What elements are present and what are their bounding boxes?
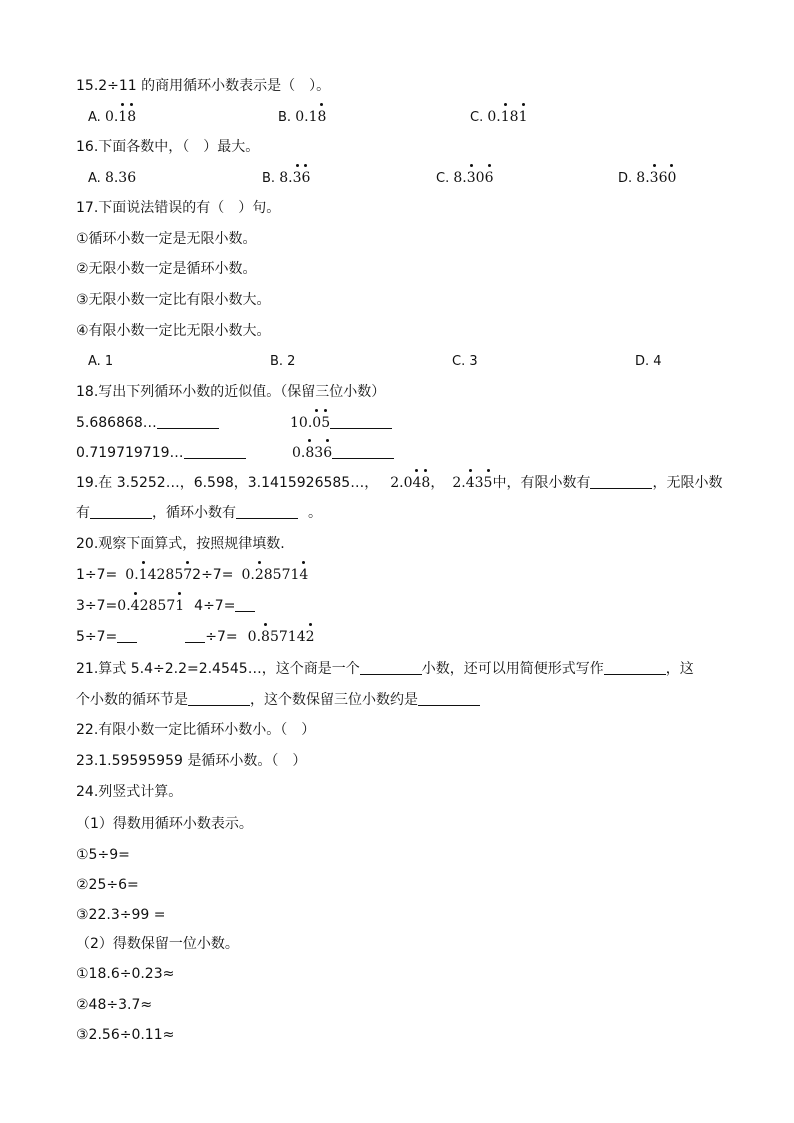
answer-blank[interactable] <box>235 597 255 612</box>
repeating-digit-dotted: 0 <box>667 170 677 186</box>
q17-option-d: D. 4 <box>635 354 662 369</box>
repeating-decimal <box>125 567 192 583</box>
q15-option-c: C. 0.181 <box>470 109 528 125</box>
answer-blank[interactable] <box>90 504 152 519</box>
q18-item-4 <box>292 443 394 463</box>
q20-stem: 20.观察下面算式，按照规律填数. <box>76 536 285 552</box>
repeating-digit-dotted: 7 <box>183 567 193 583</box>
decimal-digit: 1 <box>290 567 300 583</box>
repeating-digit-dotted: 6 <box>484 170 494 186</box>
answer-blank[interactable] <box>590 474 652 489</box>
q24-part2-item-1: ①18.6÷0.23≈ <box>76 966 175 982</box>
decimal-digit: 6 <box>658 170 668 186</box>
decimal-integer-part: 10. <box>290 415 313 431</box>
q16-option-d: D. 8.360 <box>618 170 677 186</box>
repeating-digit-dotted: 2 <box>254 567 264 583</box>
repeating-digit-dotted: 1 <box>175 598 185 614</box>
decimal-digit: 4 <box>147 567 157 583</box>
repeating-digit-dotted: 8 <box>261 629 270 645</box>
repeating-digit-dotted: 5 <box>483 475 493 491</box>
repeating-digit-dotted: 8 <box>127 109 137 125</box>
answer-blank[interactable] <box>236 504 298 519</box>
q16-option-c: C. 8.306 <box>436 170 494 186</box>
q24-part1-item-2: ②25÷6= <box>76 877 139 893</box>
repeating-decimal <box>105 170 136 186</box>
decimal-digit: 3 <box>118 170 128 186</box>
decimal-digit: 0 <box>475 170 485 186</box>
q22-stem: 22.有限小数一定比循环小数小。（ ） <box>76 722 316 738</box>
decimal-integer-part: 2. <box>452 475 466 491</box>
repeating-decimal <box>292 445 332 461</box>
q16-option-b: B. 8.36 <box>262 170 311 186</box>
decimal-digit: 7 <box>166 598 176 614</box>
q20-row-3: 5÷7= ÷7= 0.857142 <box>76 629 315 645</box>
decimal-digit: 5 <box>269 629 279 645</box>
decimal-integer-part: 8. <box>279 170 293 186</box>
decimal-integer-part: 0. <box>247 629 262 645</box>
decimal-digit: 3 <box>474 475 484 491</box>
repeating-digit-dotted: 6 <box>323 445 333 461</box>
q17-stem: 17.下面说法错误的有（ ）句。 <box>76 200 281 216</box>
q24-part2-item-2: ②48÷3.7≈ <box>76 997 153 1013</box>
decimal-digit: 8 <box>148 598 158 614</box>
q18-item-3: 0.719719719… <box>76 443 246 463</box>
repeating-decimal <box>117 598 184 614</box>
repeating-decimal <box>241 567 308 583</box>
decimal-integer-part: 0. <box>104 109 119 125</box>
repeating-decimal <box>453 170 493 186</box>
q20-row-1: 1÷7= 0.1428572÷7= 0.285714 <box>76 567 309 583</box>
q24-part-1: （1）得数用循环小数表示。 <box>76 816 253 832</box>
repeating-decimal <box>105 109 136 125</box>
q24-part2-item-3: ③2.56÷0.11≈ <box>76 1027 175 1043</box>
repeating-digit-dotted: 1 <box>118 109 128 125</box>
q17-option-c: C. 3 <box>452 354 478 369</box>
repeating-decimal <box>636 170 676 186</box>
q24-stem: 24.列竖式计算。 <box>76 784 183 800</box>
repeating-digit-dotted: 8 <box>317 109 327 125</box>
repeating-digit-dotted: 8 <box>305 445 315 461</box>
decimal-digit: 6 <box>127 170 137 186</box>
answer-blank[interactable] <box>184 444 246 459</box>
repeating-digit-dotted: 4 <box>130 598 140 614</box>
decimal-digit: 7 <box>278 629 288 645</box>
decimal-digit: 5 <box>174 567 184 583</box>
q20-row-2: 3÷7=0.428571 4÷7= <box>76 596 255 616</box>
decimal-digit: 8 <box>263 567 273 583</box>
q17-statement-3: ③无限小数一定比有限小数大。 <box>76 292 271 308</box>
q21-line-1: 21.算式 5.4÷2.2=2.4545…，这个商是一个 小数，还可以用简便形式写作 ，这 <box>76 661 694 677</box>
decimal-digit: 1 <box>287 629 297 645</box>
repeating-decimal <box>295 109 326 125</box>
q24-part1-item-3: ③22.3÷99 = <box>76 907 166 923</box>
decimal-digit: 8 <box>165 567 175 583</box>
q17-statement-2: ②无限小数一定是循环小数。 <box>76 261 257 277</box>
repeating-digit-dotted: 3 <box>292 170 302 186</box>
repeating-digit-dotted: 3 <box>466 170 476 186</box>
decimal-digit: 2 <box>139 598 149 614</box>
answer-blank[interactable] <box>360 660 422 675</box>
q17-option-b: B. 2 <box>270 354 296 369</box>
q19-line-2: 有 ，循环小数有 。 <box>76 505 322 521</box>
decimal-integer-part: 8. <box>453 170 467 186</box>
answer-blank[interactable] <box>157 414 219 429</box>
repeating-decimal <box>452 475 492 491</box>
answer-blank[interactable] <box>188 691 250 706</box>
repeating-decimal <box>279 170 310 186</box>
q16-stem: 16.下面各数中，（ ）最大。 <box>76 139 260 155</box>
q23-stem: 23.1.59595959 是循环小数。（ ） <box>76 753 307 769</box>
decimal-integer-part: 2. <box>390 475 404 491</box>
q24-part-2: （2）得数保留一位小数。 <box>76 936 239 952</box>
q17-statement-1: ①循环小数一定是无限小数。 <box>76 231 257 247</box>
decimal-digit: 7 <box>281 567 291 583</box>
q24-part1-item-1: ①5÷9= <box>76 847 130 863</box>
decimal-integer-part: 0. <box>487 109 501 125</box>
decimal-integer-part: 8. <box>636 170 650 186</box>
q18-stem: 18.写出下列循环小数的近似值。（保留三位小数） <box>76 384 386 400</box>
q17-statement-4: ④有限小数一定比无限小数大。 <box>76 323 271 339</box>
decimal-digit: 5 <box>157 598 167 614</box>
repeating-digit-dotted: 0 <box>312 415 322 431</box>
decimal-digit: 4 <box>296 629 306 645</box>
q18-item-2 <box>290 413 392 433</box>
repeating-decimal <box>248 629 315 645</box>
repeating-decimal <box>290 415 330 431</box>
repeating-decimal <box>390 475 430 491</box>
decimal-integer-part: 0. <box>117 598 131 614</box>
decimal-integer-part: 0. <box>241 567 255 583</box>
repeating-digit-dotted: 6 <box>301 170 311 186</box>
decimal-digit: 2 <box>156 567 166 583</box>
q15-option-b: B. 0.18 <box>278 109 327 125</box>
answer-blank[interactable] <box>604 660 666 675</box>
answer-blank[interactable] <box>185 628 205 643</box>
decimal-integer-part: 0. <box>292 445 306 461</box>
decimal-digit: 0 <box>403 475 413 491</box>
q17-option-a: A. 1 <box>88 354 114 369</box>
q18-item-1: 5.686868… <box>76 413 219 433</box>
repeating-digit-dotted: 8 <box>421 475 431 491</box>
repeating-decimal <box>487 109 527 125</box>
answer-blank[interactable] <box>117 628 137 643</box>
repeating-digit-dotted: 3 <box>649 170 659 186</box>
answer-blank[interactable] <box>418 691 480 706</box>
repeating-digit-dotted: 1 <box>500 109 510 125</box>
repeating-digit-dotted: 1 <box>518 109 528 125</box>
repeating-digit-dotted: 2 <box>305 629 315 645</box>
decimal-integer-part: 0. <box>295 109 309 125</box>
repeating-digit-dotted: 4 <box>299 567 309 583</box>
q21-line-2: 个小数的循环节是 ，这个数保留三位小数约是 <box>76 690 480 710</box>
answer-blank[interactable] <box>330 414 392 429</box>
repeating-digit-dotted: 1 <box>138 567 148 583</box>
decimal-digit: 3 <box>314 445 324 461</box>
q15-stem: 15.2÷11 的商用循环小数表示是（ ）。 <box>76 78 331 94</box>
decimal-digit: 1 <box>308 109 318 125</box>
answer-blank[interactable] <box>332 444 394 459</box>
decimal-integer-part: 8. <box>104 170 119 186</box>
decimal-digit: 8 <box>509 109 519 125</box>
q16-option-a: A. 8.36 <box>88 170 137 186</box>
q15-option-a: A. 0.18 <box>88 109 137 125</box>
repeating-digit-dotted: 5 <box>321 415 331 431</box>
q19-line-1: 19.在 3.5252…，6.598，3.1415926585…， 2.048， 2.435中，有限小数有 ，无限小数 <box>76 475 723 491</box>
decimal-digit: 5 <box>272 567 282 583</box>
repeating-digit-dotted: 4 <box>412 475 422 491</box>
repeating-digit-dotted: 4 <box>465 475 475 491</box>
decimal-integer-part: 0. <box>125 567 139 583</box>
